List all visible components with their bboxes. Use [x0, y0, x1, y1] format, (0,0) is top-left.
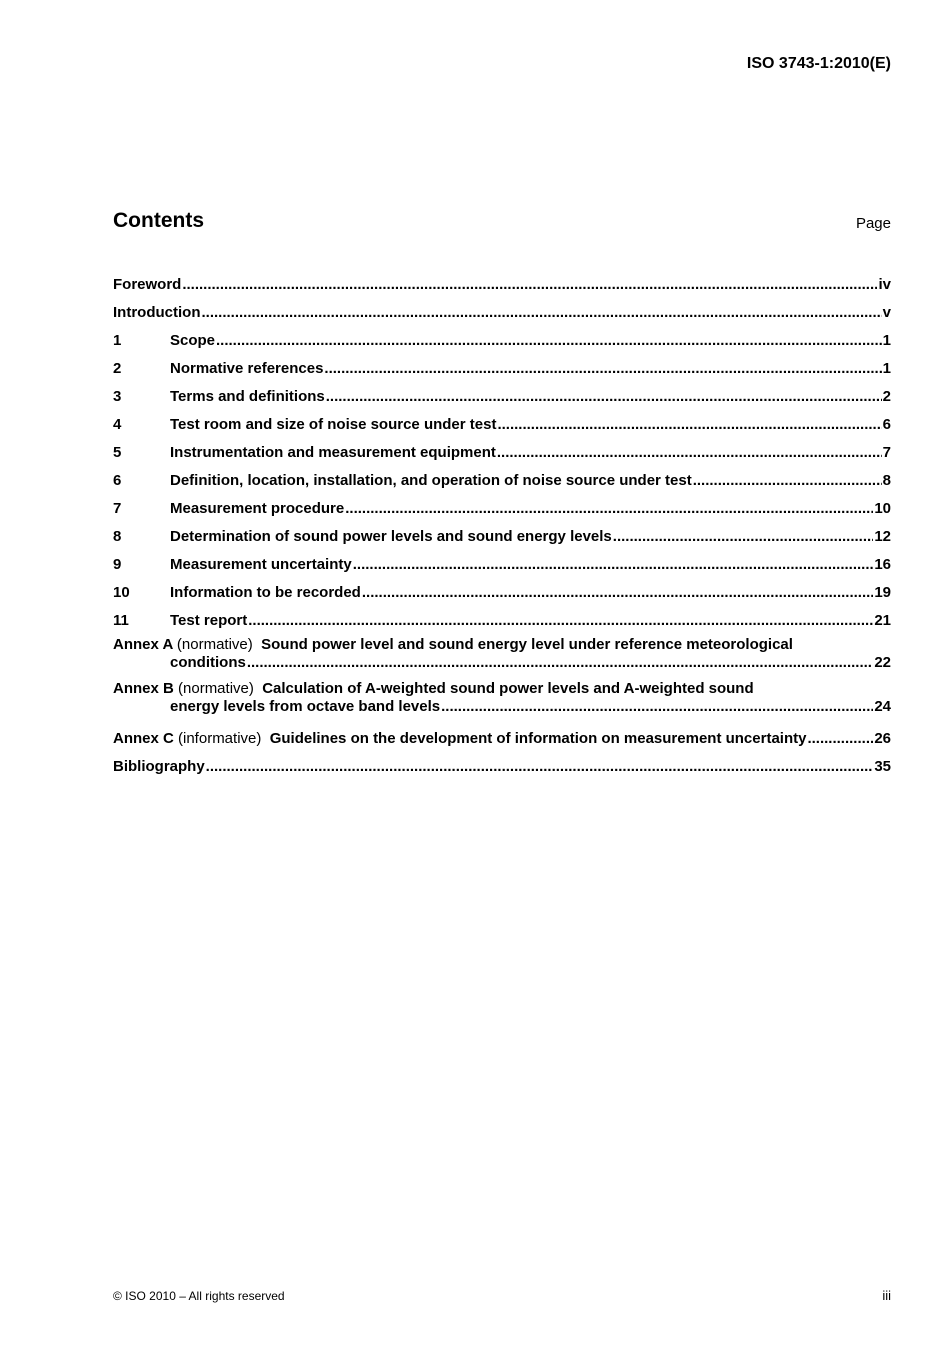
toc-leader-dots	[206, 758, 874, 776]
toc-entry-number: 2	[113, 360, 122, 377]
contents-heading: Contents	[113, 209, 204, 232]
annex-title: Guidelines on the development of information on measurement uncertainty	[269, 730, 807, 747]
toc-entry-number: 3	[113, 388, 122, 405]
toc-entry-title: Measurement procedure	[170, 500, 345, 517]
toc-leader-dots	[807, 730, 873, 748]
page-column-label: Page	[855, 215, 891, 232]
annex-title-continuation	[113, 698, 891, 716]
toc-entry-7[interactable]	[113, 490, 891, 518]
annex-title-line	[113, 680, 891, 698]
toc-leader-dots	[216, 332, 882, 350]
toc-entry-title: Measurement uncertainty	[170, 556, 352, 573]
toc-entry-page: 2	[882, 388, 891, 405]
annex-kind: (normative)	[178, 680, 254, 697]
toc-entry-number: 7	[113, 500, 122, 517]
toc-entry-page: 8	[882, 472, 891, 489]
toc-entry-title: Terms and definitions	[170, 388, 325, 405]
toc-entry-number: 4	[113, 416, 122, 433]
toc-entry-title: Introduction	[113, 304, 201, 321]
toc-entry-10[interactable]	[113, 574, 891, 602]
toc-entry-5[interactable]	[113, 434, 891, 462]
toc-entry-page: 10	[874, 500, 891, 517]
toc-entry-title: Test room and size of noise source under test	[170, 416, 497, 433]
toc-leader-dots	[247, 654, 873, 672]
annex-title-line	[113, 636, 891, 654]
toc-entry-introduction[interactable]	[113, 294, 891, 322]
annex-title: conditions	[170, 654, 246, 671]
toc-entry-11[interactable]	[113, 602, 891, 630]
toc-entry-title: Definition, location, installation, and operation of noise source under test	[170, 472, 692, 489]
toc-entry-page: 24	[874, 698, 891, 715]
toc-entry-title: Determination of sound power levels and sound energy levels	[170, 528, 612, 545]
document-id: ISO 3743-1:2010(E)	[746, 55, 891, 72]
toc-entry-bibliography[interactable]	[113, 748, 891, 776]
toc-entry-4[interactable]	[113, 406, 891, 434]
toc-leader-dots	[353, 556, 874, 574]
toc-entry-page: 1	[882, 332, 891, 349]
toc-entry-title: Scope	[170, 332, 216, 349]
toc-leader-dots	[693, 472, 882, 490]
toc-entry-9[interactable]	[113, 546, 891, 574]
annex-label: Annex B	[113, 680, 174, 697]
table-of-contents	[113, 266, 891, 776]
toc-entry-title: Bibliography	[113, 758, 205, 775]
annex-label: Annex A	[113, 636, 173, 653]
toc-leader-dots	[345, 500, 873, 518]
annex-label: Annex C	[113, 730, 174, 747]
toc-entry-8[interactable]	[113, 518, 891, 546]
toc-entry-title: Information to be recorded	[170, 584, 361, 601]
annex-heading	[113, 730, 806, 748]
toc-entry-page: 12	[874, 528, 891, 545]
toc-leader-dots	[201, 304, 881, 322]
toc-entry-1[interactable]	[113, 322, 891, 350]
toc-entry-page: 7	[882, 444, 891, 461]
toc-entry-page: 26	[874, 730, 891, 747]
toc-entry-page: 21	[874, 612, 891, 629]
toc-leader-dots	[182, 276, 877, 294]
annex-kind: (informative)	[178, 730, 262, 747]
toc-entry-number: 8	[113, 528, 122, 545]
annex-title: Sound power level and sound energy level under reference meteorological	[261, 636, 793, 653]
annex-kind: (normative)	[176, 636, 253, 653]
toc-entry-2[interactable]	[113, 350, 891, 378]
annex-title: energy levels from octave band levels	[170, 698, 441, 715]
toc-entry-number: 6	[113, 472, 122, 489]
toc-entry-annex-b[interactable]	[113, 680, 891, 716]
toc-entry-page: 6	[882, 416, 891, 433]
toc-entry-number: 1	[113, 332, 122, 349]
toc-entry-page: 16	[874, 556, 891, 573]
toc-entry-annex-a[interactable]	[113, 636, 891, 672]
toc-entry-page: 19	[874, 584, 891, 601]
toc-leader-dots	[497, 416, 881, 434]
toc-entry-page: 1	[882, 360, 891, 377]
toc-entry-title: Normative references	[170, 360, 324, 377]
toc-entry-number: 5	[113, 444, 122, 461]
toc-leader-dots	[441, 698, 873, 716]
footer-page-number: iii	[882, 1288, 891, 1303]
toc-leader-dots	[613, 528, 874, 546]
toc-leader-dots	[324, 360, 881, 378]
toc-entry-page: 35	[874, 758, 891, 775]
toc-leader-dots	[326, 388, 882, 406]
toc-entry-page: 22	[874, 654, 891, 671]
toc-entry-foreword[interactable]	[113, 266, 891, 294]
toc-leader-dots	[497, 444, 882, 462]
annex-title-continuation	[113, 654, 891, 672]
footer-copyright: © ISO 2010 – All rights reserved	[113, 1289, 285, 1303]
toc-entry-page: iv	[878, 276, 891, 293]
toc-entry-number: 11	[113, 612, 129, 629]
toc-entry-number: 10	[113, 584, 130, 601]
toc-entry-annex-c[interactable]	[113, 720, 891, 748]
toc-entry-number: 9	[113, 556, 122, 573]
toc-entry-title: Instrumentation and measurement equipment	[170, 444, 496, 461]
toc-leader-dots	[248, 612, 873, 630]
toc-entry-title: Test report	[170, 612, 248, 629]
toc-leader-dots	[362, 584, 873, 602]
toc-entry-6[interactable]	[113, 462, 891, 490]
toc-entry-page: v	[882, 304, 891, 321]
toc-entry-3[interactable]	[113, 378, 891, 406]
toc-entry-title: Foreword	[113, 276, 182, 293]
annex-title: Calculation of A-weighted sound power levels and A-weighted sound	[262, 680, 754, 697]
